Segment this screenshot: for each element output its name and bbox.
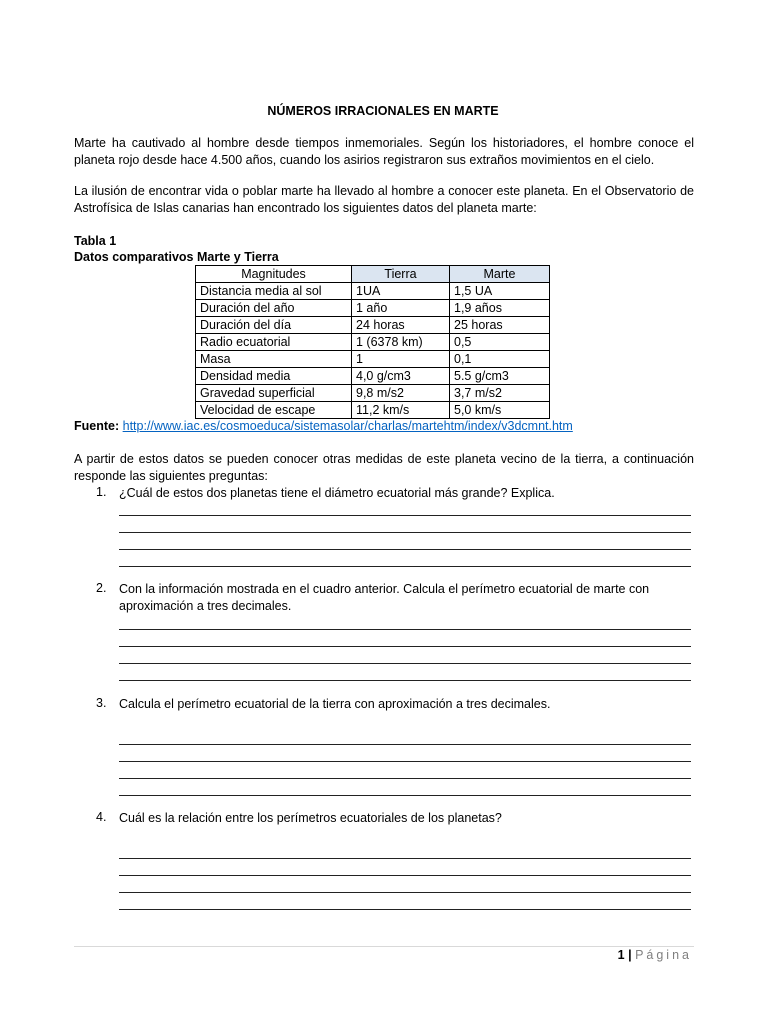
table-row — [196, 402, 550, 419]
question-text: Calcula el perímetro ecuatorial de la tierra con aproximación a tres decimales. — [119, 697, 551, 711]
cell-marte: 25 horas — [450, 317, 550, 334]
table-row — [196, 300, 550, 317]
answer-line — [119, 664, 691, 681]
answer-line — [119, 893, 691, 910]
cell-marte: 1,5 UA — [450, 283, 550, 300]
footer-divider — [74, 946, 694, 947]
cell-magnitude: Duración del año — [196, 300, 352, 317]
cell-tierra: 9,8 m/s2 — [352, 385, 450, 402]
answer-line — [119, 499, 691, 516]
answer-lines-1[interactable] — [119, 499, 691, 567]
table-row — [196, 317, 550, 334]
page-footer — [618, 948, 692, 962]
document-page — [74, 0, 692, 1024]
cell-marte: 0,5 — [450, 334, 550, 351]
cell-tierra: 1UA — [352, 283, 450, 300]
cell-marte: 0,1 — [450, 351, 550, 368]
question-text: Con la información mostrada en el cuadro anterior. Calcula el perímetro ecuatorial de marte con aproximación a tres decimales. — [119, 582, 650, 613]
header-marte: Marte — [450, 266, 550, 283]
comparison-table — [195, 265, 550, 419]
answer-line — [119, 842, 691, 859]
answer-lines-2[interactable] — [119, 613, 691, 681]
answer-line — [119, 533, 691, 550]
cell-tierra: 1 año — [352, 300, 450, 317]
answer-line — [119, 630, 691, 647]
answer-line — [119, 779, 691, 796]
source-label: Fuente: — [74, 419, 120, 433]
answer-line — [119, 647, 691, 664]
answer-line — [119, 550, 691, 567]
cell-marte: 1,9 años — [450, 300, 550, 317]
cell-marte: 5,0 km/s — [450, 402, 550, 419]
page-word: Página — [635, 948, 692, 962]
answer-line — [119, 859, 691, 876]
cell-tierra: 1 (6378 km) — [352, 334, 450, 351]
cell-magnitude: Gravedad superficial — [196, 385, 352, 402]
table-label: Tabla 1 — [74, 234, 117, 248]
table-caption: Datos comparativos Marte y Tierra — [74, 250, 279, 264]
cell-tierra: 1 — [352, 351, 450, 368]
answer-line — [119, 728, 691, 745]
header-magnitudes: Magnitudes — [196, 266, 352, 283]
paragraph-observatory: La ilusión de encontrar vida o poblar marte ha llevado al hombre a conocer este planeta. En el Observatorio de Astrofísica de Islas canarias han encontrado los siguientes datos del planeta marte: — [74, 184, 694, 215]
answer-line — [119, 613, 691, 630]
table-row — [196, 283, 550, 300]
answer-line — [119, 745, 691, 762]
source-line — [74, 419, 573, 433]
table-row — [196, 351, 550, 368]
table-label-block — [74, 233, 279, 265]
cell-magnitude: Densidad media — [196, 368, 352, 385]
paragraph-instructions: A partir de estos datos se pueden conocer otras medidas de este planeta vecino de la tierra, a continuación responde las siguientes preguntas: — [74, 452, 694, 483]
cell-tierra: 4,0 g/cm3 — [352, 368, 450, 385]
table-row — [196, 334, 550, 351]
source-link[interactable]: http://www.iac.es/cosmoeduca/sistemasolar/charlas/martehtm/index/v3dcmnt.htm — [122, 419, 573, 433]
table-row — [196, 368, 550, 385]
answer-line — [119, 876, 691, 893]
answer-line — [119, 516, 691, 533]
question-number: 4. — [96, 810, 107, 824]
cell-marte: 5.5 g/cm3 — [450, 368, 550, 385]
answer-line — [119, 762, 691, 779]
cell-tierra: 24 horas — [352, 317, 450, 334]
cell-magnitude: Velocidad de escape — [196, 402, 352, 419]
cell-magnitude: Masa — [196, 351, 352, 368]
cell-magnitude: Radio ecuatorial — [196, 334, 352, 351]
paragraph-intro-history: Marte ha cautivado al hombre desde tiempos inmemoriales. Según los historiadores, el hombre conoce el planeta rojo desde hace 4.500 años, cuando los asirios registraron sus extraños movimientos en el cielo. — [74, 136, 694, 167]
question-text: Cuál es la relación entre los perímetros ecuatoriales de los planetas? — [119, 811, 502, 825]
answer-lines-3[interactable] — [119, 728, 691, 796]
cell-marte: 3,7 m/s2 — [450, 385, 550, 402]
cell-tierra: 11,2 km/s — [352, 402, 450, 419]
cell-magnitude: Distancia media al sol — [196, 283, 352, 300]
footer-separator: | — [628, 948, 632, 962]
document-title: NÚMEROS IRRACIONALES EN MARTE — [267, 104, 499, 118]
table-header-row — [196, 266, 550, 283]
table-row — [196, 385, 550, 402]
question-number: 1. — [96, 485, 107, 499]
header-tierra: Tierra — [352, 266, 450, 283]
question-number: 3. — [96, 696, 107, 710]
question-text: ¿Cuál de estos dos planetas tiene el diámetro ecuatorial más grande? Explica. — [119, 486, 555, 500]
cell-magnitude: Duración del día — [196, 317, 352, 334]
question-number: 2. — [96, 581, 107, 595]
answer-lines-4[interactable] — [119, 842, 691, 910]
page-number: 1 — [617, 948, 625, 962]
